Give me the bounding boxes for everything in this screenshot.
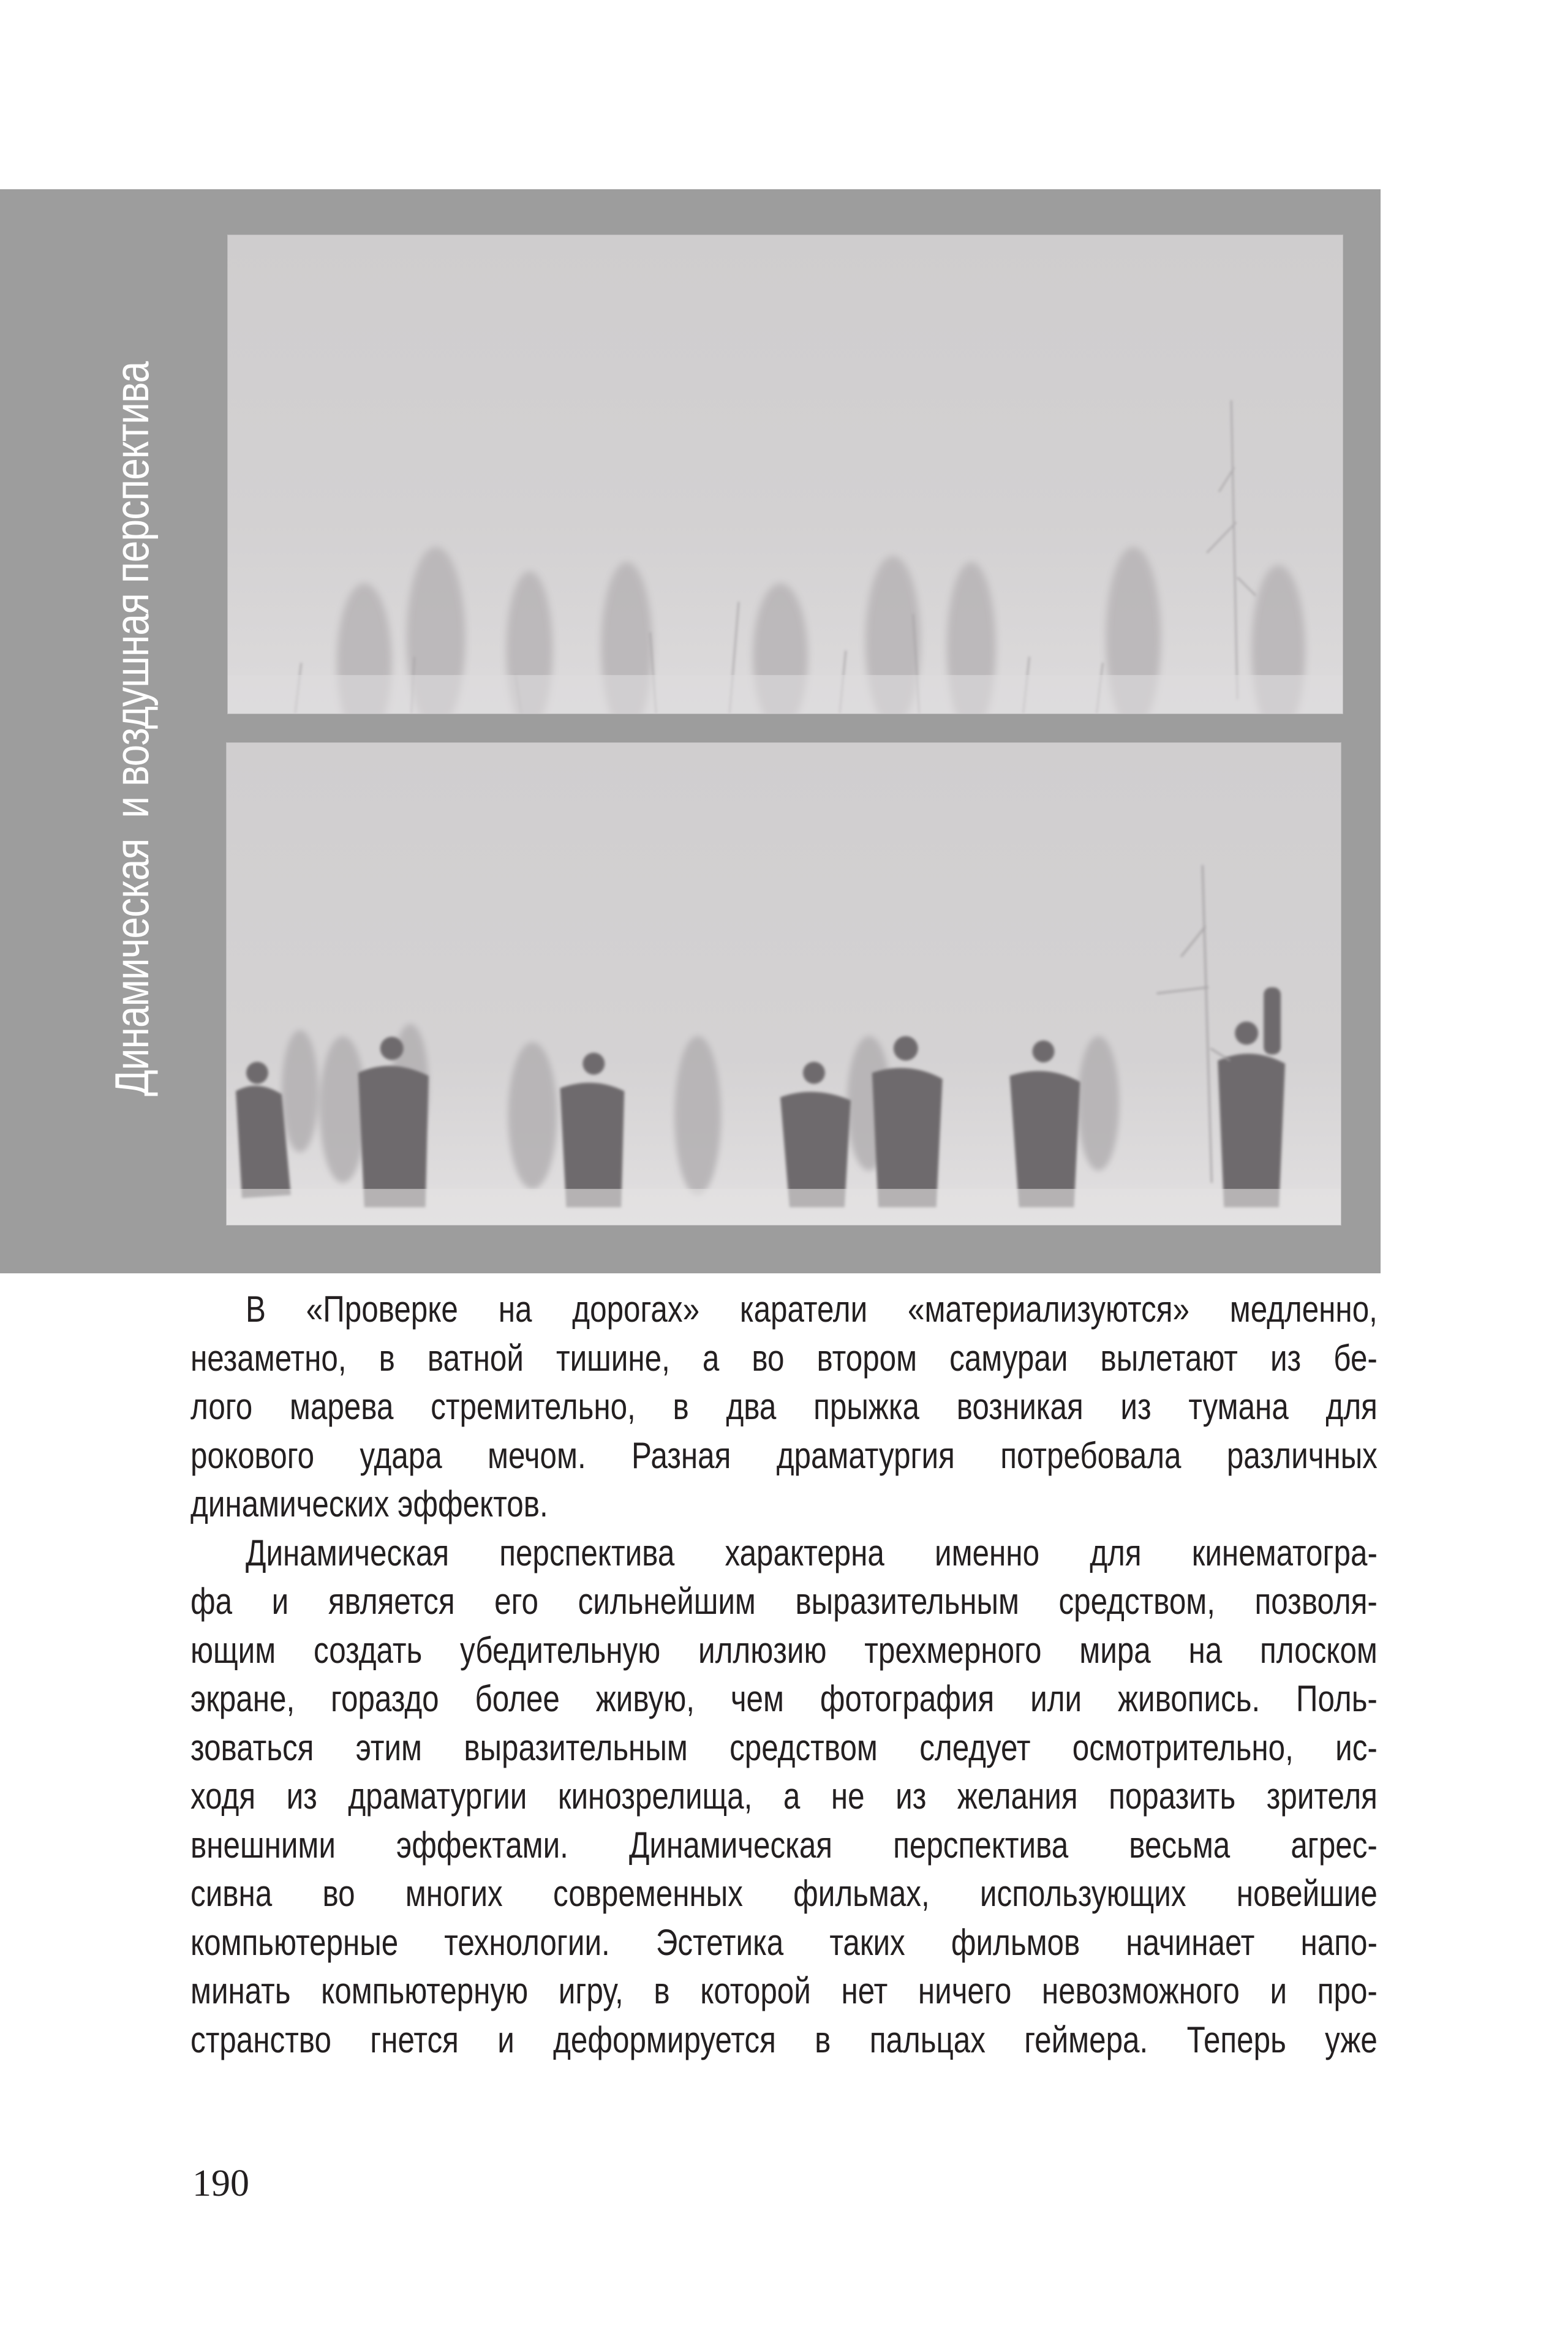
text-line: ющим создать убедительную иллюзию трехмерного мира на плоском <box>190 1629 1378 1671</box>
text-line: В «Проверке на дорогах» каратели «материализуются» медленно, <box>246 1289 1378 1330</box>
text-line: ходя из драматургии кинозрелища, а не из желания поразить зрителя <box>190 1776 1378 1817</box>
text-line: незаметно, в ватной тишине, а во втором самураи вылетают из бе- <box>190 1337 1378 1379</box>
fog-photo-image <box>228 235 1343 714</box>
paragraph-2 <box>190 1529 1378 2065</box>
page-number: 190 <box>192 2163 249 2204</box>
running-title-text: Динамическая и воздушная перспектива <box>105 361 159 1096</box>
text-line: сивна во многих современных фильмах, использующих новейшие <box>190 1873 1378 1914</box>
text-line: экране, гораздо более живую, чем фотография или живопись. Поль- <box>190 1678 1378 1719</box>
text-line: динамических эффектов. <box>190 1483 548 1524</box>
text-line: внешними эффектами. Динамическая перспектива весьма агрес- <box>190 1824 1378 1866</box>
figure-top-foggy-soldiers <box>227 235 1343 714</box>
text-line: странство гнется и деформируется в пальцах геймера. Теперь уже <box>190 2019 1378 2060</box>
text-line: компьютерные технологии. Эстетика таких фильмов начинает напо- <box>190 1921 1378 1963</box>
fog-photo-image <box>227 743 1341 1225</box>
paragraph-1 <box>190 1285 1378 1529</box>
text-line: Динамическая перспектива характерна именно для кинематогра- <box>246 1532 1378 1573</box>
text-line: зоваться этим выразительным средством следует осмотрительно, ис- <box>190 1727 1378 1768</box>
text-line: минать компьютерную игру, в которой нет ничего невозможного и про- <box>190 1970 1378 2011</box>
text-line: фа и является его сильнейшим выразительным средством, позволя- <box>190 1581 1378 1622</box>
running-title-vertical <box>98 277 165 1180</box>
figure-bottom-soldiers-emerging <box>226 742 1341 1226</box>
body-text <box>190 1285 1378 2064</box>
text-line: лого марева стремительно, в два прыжка возникая из тумана для <box>190 1386 1378 1427</box>
text-line: рокового удара мечом. Разная драматургия потребовала различных <box>190 1434 1378 1476</box>
